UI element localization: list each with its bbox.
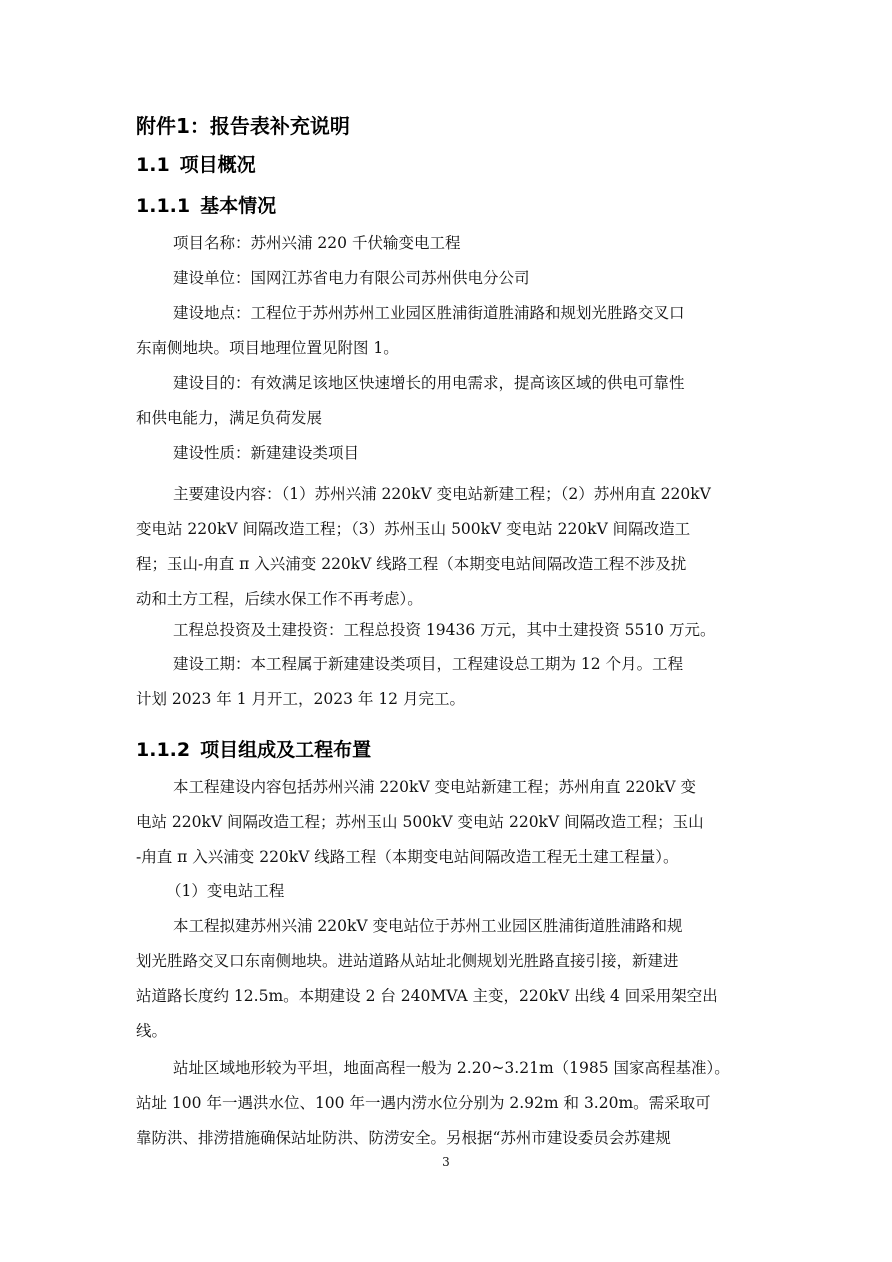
heading-1-1	[136, 150, 256, 177]
heading-text: 项目组成及工程布置	[200, 739, 372, 761]
substation-line2: 划光胜路交叉口东南侧地块。进站道路从站址北侧规划光胜路直接引接，新建进	[136, 952, 679, 970]
project-name: 项目名称：苏州兴浦 220 千伏输变电工程	[173, 234, 461, 252]
heading-number: 1.1.1	[136, 195, 191, 217]
main-content-line1: 主要建设内容：（1）苏州兴浦 220kV 变电站新建工程；（2）苏州甪直 220kV	[173, 485, 711, 503]
heading-number: 1.1.2	[136, 739, 191, 761]
main-content-line2: 变电站 220kV 间隔改造工程；（3）苏州玉山 500kV 变电站 220kV 间隔改造工	[136, 520, 691, 538]
total-investment: 工程总投资及土建投资：工程总投资 19436 万元，其中土建投资 5510 万元。	[173, 621, 716, 639]
substation-line1: 本工程拟建苏州兴浦 220kV 变电站位于苏州工业园区胜浦街道胜浦路和规	[173, 917, 683, 935]
page-number: 3	[442, 1155, 450, 1169]
construction-period-line2: 计划 2023 年 1 月开工，2023 年 12 月完工。	[136, 690, 465, 708]
substation-line3: 站道路长度约 12.5m。本期建设 2 台 240MVA 主变，220kV 出线 4 回采用架空出	[136, 987, 718, 1005]
heading-text: 项目概况	[179, 154, 256, 176]
construction-location-line2: 东南侧地块。项目地理位置见附图 1。	[136, 339, 399, 357]
heading-text: 基本情况	[200, 195, 277, 217]
attachment-title: 附件1：报告表补充说明	[136, 114, 350, 138]
composition-line2: 电站 220kV 间隔改造工程；苏州玉山 500kV 变电站 220kV 间隔改造工程；玉山	[136, 813, 704, 831]
construction-purpose-line2: 和供电能力，满足负荷发展	[136, 409, 323, 427]
construction-location-line1: 建设地点：工程位于苏州苏州工业园区胜浦街道胜浦路和规划光胜路交叉口	[173, 304, 685, 322]
composition-line1: 本工程建设内容包括苏州兴浦 220kV 变电站新建工程；苏州甪直 220kV 变	[173, 778, 697, 796]
construction-period-line1: 建设工期：本工程属于新建建设类项目，工程建设总工期为 12 个月。工程	[173, 655, 684, 673]
heading-number: 1.1	[136, 154, 170, 176]
construction-unit: 建设单位：国网江苏省电力有限公司苏州供电分公司	[173, 269, 530, 287]
site-terrain-line3: 靠防洪、排涝措施确保站址防洪、防涝安全。另根据“苏州市建设委员会苏建规	[136, 1129, 671, 1147]
site-terrain-line1: 站址区域地形较为平坦，地面高程一般为 2.20~3.21m（1985 国家高程基准）。	[173, 1059, 730, 1077]
construction-purpose-line1: 建设目的：有效满足该地区快速增长的用电需求，提高该区域的供电可靠性	[173, 374, 685, 392]
heading-1-1-2	[136, 735, 371, 762]
site-terrain-line2: 站址 100 年一遇洪水位、100 年一遇内涝水位分别为 2.92m 和 3.20m。需采取可	[136, 1094, 711, 1112]
construction-nature: 建设性质：新建建设类项目	[173, 444, 360, 462]
main-content-line4: 动和土方工程，后续水保工作不再考虑）。	[136, 590, 423, 608]
heading-1-1-1	[136, 191, 276, 218]
main-content-line3: 程；玉山-甪直 π 入兴浦变 220kV 线路工程（本期变电站间隔改造工程不涉及扰	[136, 555, 687, 573]
composition-line3: -甪直 π 入兴浦变 220kV 线路工程（本期变电站间隔改造工程无土建工程量）。	[136, 848, 679, 866]
substation-line4: 线。	[136, 1022, 168, 1040]
substation-subheading: （1）变电站工程	[166, 882, 285, 900]
